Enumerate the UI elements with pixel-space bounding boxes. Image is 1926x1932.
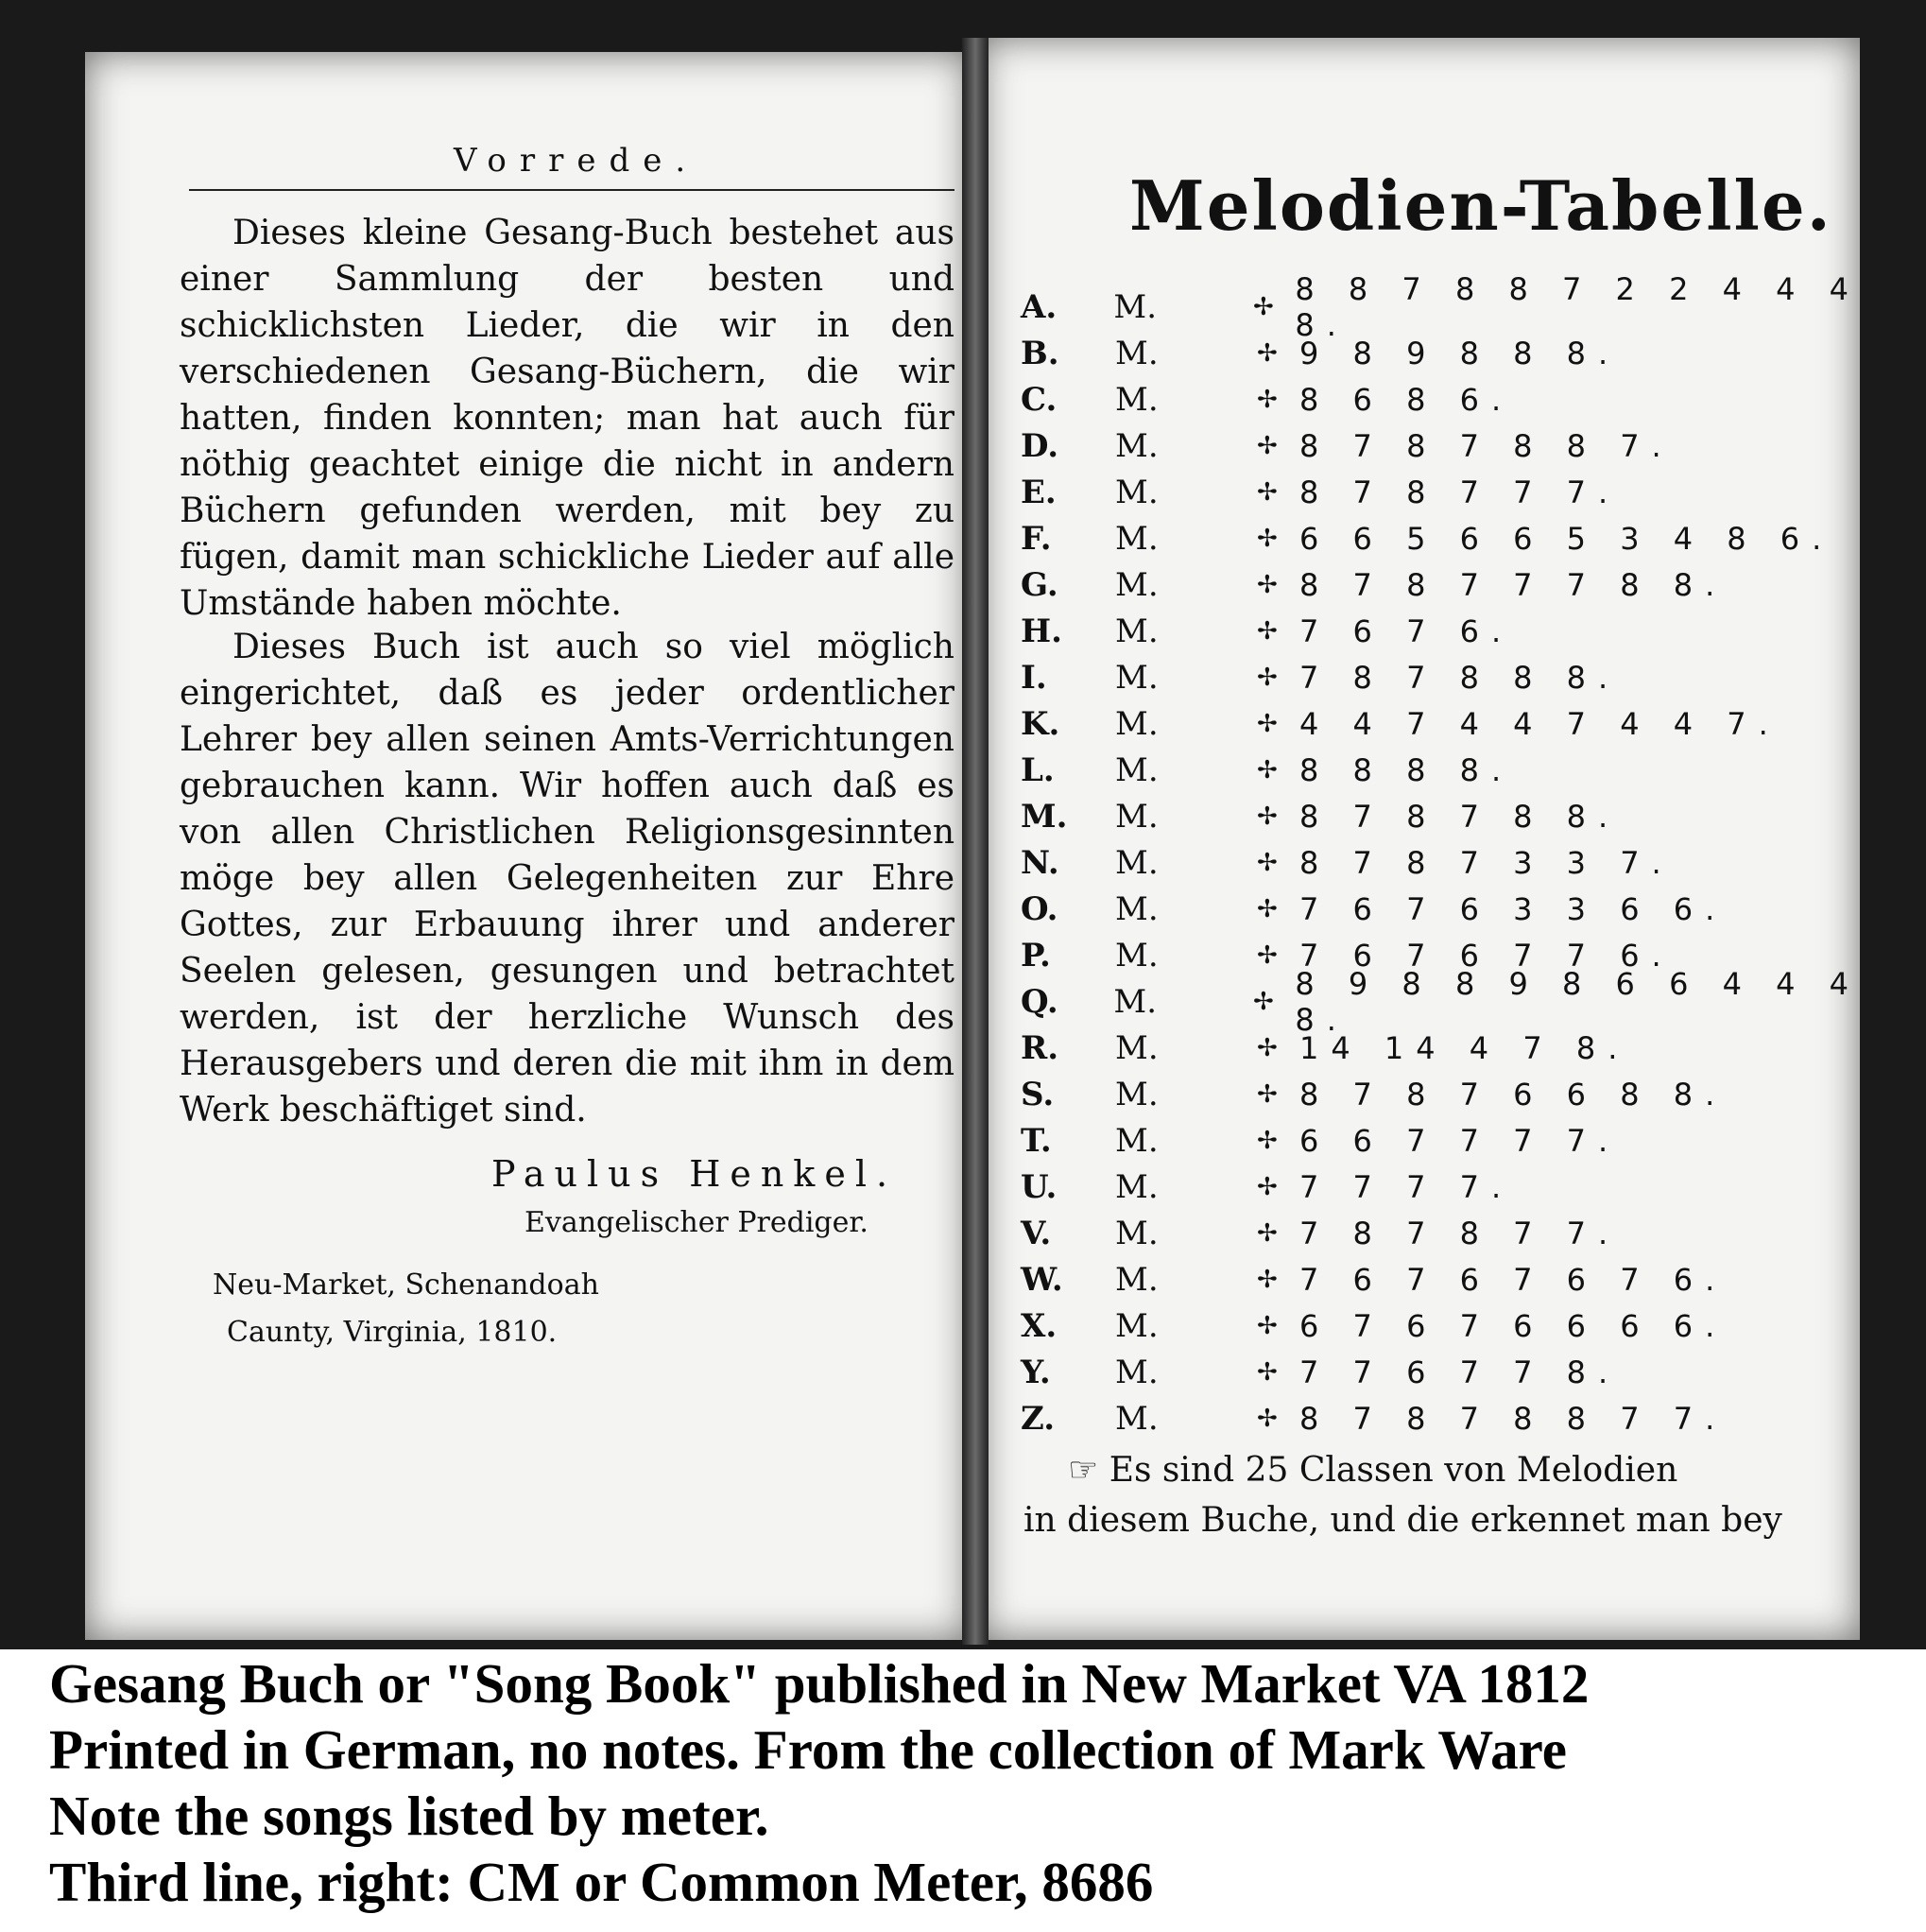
meter-label: M. [1115, 658, 1159, 697]
meter-numbers: 14 14 4 7 8. [1299, 1029, 1630, 1066]
melody-class-letter: F. [1021, 519, 1052, 558]
meter-numbers: 8 9 8 8 9 8 6 6 4 4 4 8. [1295, 965, 1862, 1038]
cross-ornament: ✢ [1257, 709, 1278, 738]
book-gutter [962, 38, 989, 1645]
melody-class-letter: M. [1021, 797, 1068, 836]
melody-row [1021, 1071, 1727, 1117]
meter-numbers: 6 7 6 7 6 6 6 6. [1299, 1307, 1728, 1344]
melody-row [1021, 839, 1674, 886]
meter-label: M. [1115, 380, 1159, 419]
meter-label: M. [1115, 750, 1159, 789]
meter-label: M. [1115, 519, 1159, 558]
melody-table-title: Melodien-Tabelle. [1129, 165, 1832, 246]
cross-ornament: ✢ [1257, 477, 1278, 507]
cross-ornament: ✢ [1257, 1172, 1278, 1201]
melody-row [1021, 1210, 1620, 1256]
meter-label: M. [1113, 287, 1158, 326]
melody-class-letter: H. [1021, 612, 1062, 650]
meter-numbers: 7 6 7 6 7 6 7 6. [1299, 1261, 1728, 1298]
meter-label: M. [1115, 1353, 1159, 1391]
melody-row [1021, 1256, 1727, 1302]
melody-class-letter: X. [1021, 1306, 1058, 1345]
meter-numbers: 7 8 7 8 7 7. [1299, 1215, 1621, 1251]
melody-class-letter: N. [1021, 843, 1059, 882]
melody-row [1021, 1302, 1727, 1349]
melody-row [1021, 1164, 1513, 1210]
meter-label: M. [1115, 426, 1159, 465]
meter-numbers: 8 6 8 6. [1299, 381, 1514, 418]
cross-ornament: ✢ [1257, 940, 1278, 970]
caption-line-1: Gesang Buch or "Song Book" published in New Market VA 1812 [49, 1652, 1590, 1715]
place-line-2: Caunty, Virginia, 1810. [227, 1316, 558, 1349]
meter-label: M. [1115, 1121, 1159, 1160]
melody-class-letter: S. [1021, 1075, 1055, 1113]
cross-ornament: ✢ [1257, 1265, 1278, 1294]
meter-numbers: 7 6 7 6 7 7 6. [1299, 937, 1674, 974]
melody-class-letter: T. [1021, 1121, 1052, 1160]
melody-row [1021, 1025, 1629, 1071]
cross-ornament: ✢ [1257, 1311, 1278, 1340]
caption-line-4: Third line, right: CM or Common Meter, 8686 [49, 1851, 1154, 1913]
meter-label: M. [1115, 612, 1159, 650]
cross-ornament: ✢ [1257, 338, 1278, 368]
melody-class-letter: A. [1021, 287, 1058, 326]
melody-row [1021, 1349, 1620, 1395]
melody-class-letter: E. [1021, 473, 1057, 511]
melody-class-letter: Z. [1021, 1399, 1056, 1438]
meter-numbers: 8 8 7 8 8 7 2 2 4 4 4 8. [1295, 270, 1862, 343]
melody-class-letter: Q. [1021, 982, 1058, 1021]
melody-row [1021, 700, 1780, 747]
meter-numbers: 8 7 8 7 8 8. [1299, 798, 1621, 835]
melody-row [1021, 1395, 1727, 1441]
meter-label: M. [1115, 889, 1159, 928]
meter-label: M. [1115, 1028, 1159, 1067]
meter-label: M. [1115, 565, 1159, 604]
caption-line-2: Printed in German, no notes. From the collection of Mark Ware [49, 1718, 1567, 1781]
melody-class-letter: K. [1021, 704, 1060, 743]
melody-class-letter: U. [1021, 1167, 1058, 1206]
melody-row [1021, 608, 1513, 654]
melody-row [1021, 654, 1620, 700]
meter-label: M. [1115, 704, 1159, 743]
meter-label: M. [1115, 1214, 1159, 1252]
cross-ornament: ✢ [1257, 1357, 1278, 1387]
meter-numbers: 6 6 7 7 7 7. [1299, 1122, 1621, 1159]
meter-numbers: 7 7 6 7 7 8. [1299, 1354, 1621, 1390]
meter-label: M. [1115, 334, 1159, 372]
cross-ornament: ✢ [1257, 1079, 1278, 1109]
melody-row [1021, 330, 1620, 376]
cross-ornament: ✢ [1257, 663, 1278, 692]
meter-label: M. [1115, 1167, 1159, 1206]
signature-name: Paulus Henkel. [491, 1153, 898, 1195]
melody-row [1021, 793, 1620, 839]
cross-ornament: ✢ [1257, 802, 1278, 831]
meter-numbers: 9 8 9 8 8 8. [1299, 335, 1621, 371]
melody-class-letter: I. [1021, 658, 1047, 697]
melody-row [1021, 469, 1620, 515]
meter-label: M. [1113, 982, 1158, 1021]
signature-title: Evangelischer Prediger. [524, 1206, 868, 1239]
melody-class-letter: G. [1021, 565, 1058, 604]
melody-class-letter: V. [1021, 1214, 1052, 1252]
meter-numbers: 4 4 7 4 4 7 4 4 7. [1299, 705, 1780, 742]
meter-numbers: 7 7 7 7. [1299, 1168, 1514, 1205]
melody-row [1021, 561, 1727, 608]
cross-ornament: ✢ [1257, 894, 1278, 923]
cross-ornament: ✢ [1257, 431, 1278, 460]
melody-row [1021, 965, 1926, 1038]
cross-ornament: ✢ [1253, 292, 1274, 321]
meter-numbers: 8 7 8 7 8 8 7 7. [1299, 1400, 1728, 1437]
meter-label: M. [1115, 1306, 1159, 1345]
melody-class-letter: W. [1021, 1260, 1063, 1299]
meter-numbers: 8 7 8 7 8 8 7. [1299, 427, 1674, 464]
melody-row [1021, 515, 1833, 561]
melody-class-letter: D. [1021, 426, 1059, 465]
cross-ornament: ✢ [1257, 616, 1278, 646]
meter-numbers: 7 8 7 8 8 8. [1299, 659, 1621, 696]
melody-row [1021, 423, 1674, 469]
meter-label: M. [1115, 843, 1159, 882]
cross-ornament: ✢ [1257, 1218, 1278, 1248]
preface-paragraph-1: Dieses kleine Gesang-Buch bestehet aus einer Sammlung der besten und schicklichsten Lieder, die wir in den verschiedenen Gesang-Büchern, die wir hatten, finden konnten; man hat auch für nöthig geachtet einige die nicht in andern Büchern gefunden werden, mit bey zu fügen, damit man schickliche Lieder auf alle Umstände haben möchte. [180, 214, 954, 623]
melody-class-letter: R. [1021, 1028, 1059, 1067]
meter-numbers: 8 7 8 7 3 3 7. [1299, 844, 1674, 881]
cross-ornament: ✢ [1257, 1404, 1278, 1433]
cross-ornament: ✢ [1257, 1126, 1278, 1155]
meter-label: M. [1115, 1075, 1159, 1113]
table-footnote-line-2: in diesem Buche, und die erkennet man bey [1023, 1501, 1782, 1540]
melody-class-letter: B. [1021, 334, 1059, 372]
melody-class-letter: O. [1021, 889, 1058, 928]
meter-numbers: 8 8 8 8. [1299, 751, 1514, 788]
meter-label: M. [1115, 1260, 1159, 1299]
melody-class-letter: P. [1021, 936, 1051, 975]
meter-label: M. [1115, 1399, 1159, 1438]
caption-line-3: Note the songs listed by meter. [49, 1785, 769, 1847]
meter-label: M. [1115, 473, 1159, 511]
cross-ornament: ✢ [1257, 755, 1278, 785]
melody-row [1021, 747, 1513, 793]
meter-label: M. [1115, 797, 1159, 836]
meter-numbers: 8 7 8 7 7 7. [1299, 474, 1621, 510]
melody-class-letter: C. [1021, 380, 1058, 419]
preface-paragraph-2: Dieses Buch ist auch so viel möglich eingerichtet, daß es jeder ordentlicher Lehrer bey allen seinen Amts-Verrichtungen gebrauchen kann. Wir hoffen auch daß es von allen Christlichen Religionsgesinnten möge bey allen Gelegenheiten zur Ehre Gottes, zur Erbauung ihrer und anderer Seelen gelesen, gesungen und betrachtet werden, ist der herzliche Wunsch des Herausgebers und deren die mit ihm in dem Werk beschäftiget sind. [180, 628, 954, 1130]
heading-rule [189, 189, 954, 191]
cross-ornament: ✢ [1253, 987, 1274, 1016]
cross-ornament: ✢ [1257, 385, 1278, 414]
melody-row [1021, 376, 1513, 423]
cross-ornament: ✢ [1257, 1033, 1278, 1062]
cross-ornament: ✢ [1257, 524, 1278, 553]
melody-row [1021, 1117, 1620, 1164]
meter-numbers: 8 7 8 7 6 6 8 8. [1299, 1076, 1728, 1113]
cross-ornament: ✢ [1257, 848, 1278, 877]
meter-numbers: 7 6 7 6 3 3 6 6. [1299, 890, 1728, 927]
place-line-1: Neu-Market, Schenandoah [213, 1268, 599, 1302]
melody-row [1021, 270, 1926, 343]
meter-numbers: 8 7 8 7 7 7 8 8. [1299, 566, 1728, 603]
meter-label: M. [1115, 936, 1159, 975]
melody-class-letter: L. [1021, 750, 1055, 789]
melody-row [1021, 886, 1727, 932]
meter-numbers: 7 6 7 6. [1299, 612, 1514, 649]
meter-numbers: 6 6 5 6 6 5 3 4 8 6. [1299, 520, 1834, 557]
melody-class-letter: Y. [1021, 1353, 1051, 1391]
cross-ornament: ✢ [1257, 570, 1278, 599]
preface-heading: Vorrede. [454, 142, 699, 180]
table-footnote-line-1: ☞ Es sind 25 Classen von Melodien [1068, 1451, 1678, 1490]
